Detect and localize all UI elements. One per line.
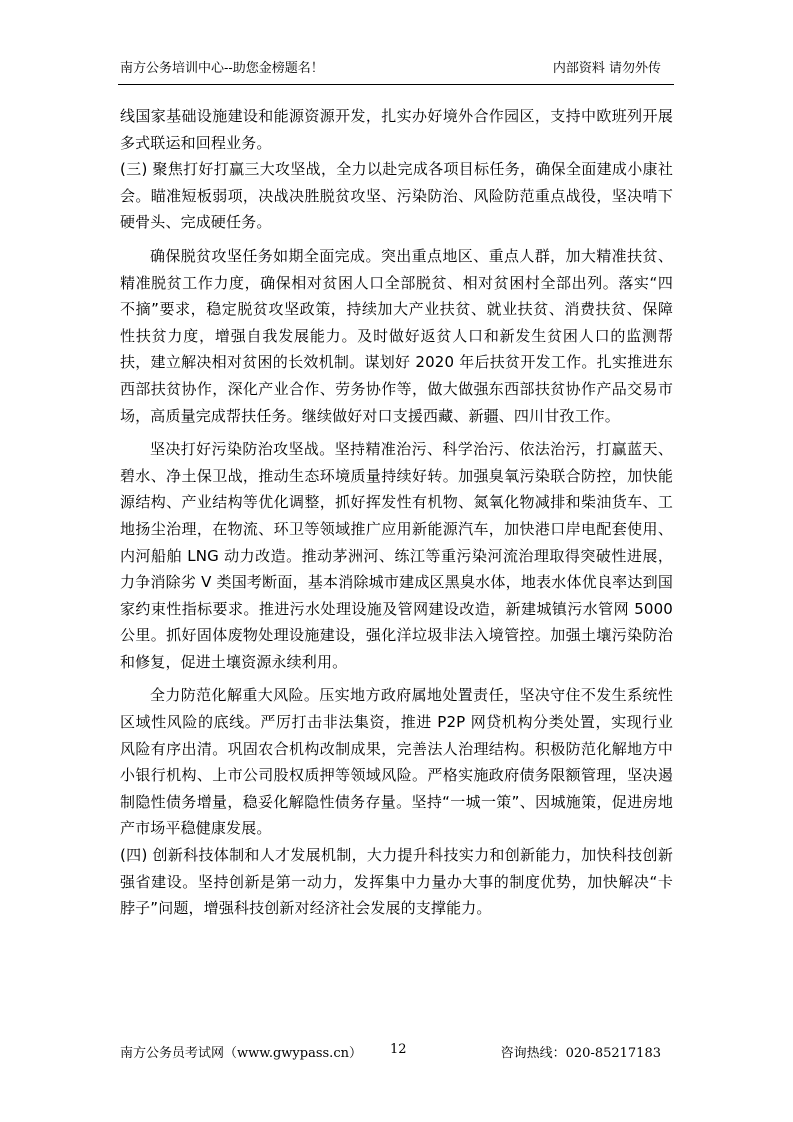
header-divider [118, 84, 674, 85]
header-left-text: 南方公务培训中心--助您金榜题名！ [120, 61, 324, 76]
paragraph-pollution: 坚决打好污染防治攻坚战。坚持精准治污、科学治污、依法治污，打赢蓝天、碧水、净土保卫战，推动生态环境质量持续好转。加强臭氧污染联合防控，加快能源结构、产业结构等优化调整，抓好挥发性有机物、氮氧化物减排和柴油货车、工地扬尘治理，在物流、环卫等领域推广应用新能源汽车，加快港口岸电配套使用、内河船舶 LNG 动力改造。推动茅洲河、练江等重污染河流治理取得突破性进展，力争消除劣 V 类国考断面，基本消除城市建成区黑臭水体，地表水体优良率达到国家约束性指标要求。推进污水处理设施及管网建设改造，新建城镇污水管网 5000 公里。抓好固体废物处理设施建设，强化洋垃圾非法入境管控。加强土壤污染防治和修复，促进土壤资源永续利用。 [120, 440, 673, 671]
page-number: 12 [390, 1042, 407, 1057]
document-body [120, 103, 673, 922]
header-right-text: 内部资料 请勿外传 [552, 61, 661, 76]
footer-hotline: 咨询热线：020-85217183 [500, 1046, 661, 1061]
section-heading-three: (三) 聚焦打好打赢三大攻坚战，全力以赴完成各项目标任务，确保全面建成小康社会。瞄准短板弱项，决战决胜脱贫攻坚、污染防治、风险防范重点战役，坚决啃下硬骨头、完成硬任务。 [120, 160, 673, 232]
paragraph-risk: 全力防范化解重大风险。压实地方政府属地处置责任，坚决守住不发生系统性区域性风险的底线。严厉打击非法集资，推进 P2P 网贷机构分类处置，实现行业风险有序出清。巩固农合机构改制成果，完善法人治理结构。积极防范化解地方中小银行机构、上市公司股权质押等领域风险。严格实施政府债务限额管理，坚决遏制隐性债务增量，稳妥化解隐性债务存量。坚持“一城一策”、因城施策，促进房地产市场平稳健康发展。 [120, 686, 673, 838]
page-footer [120, 1042, 673, 1062]
footer-website: 南方公务员考试网（www.gwypass.cn） [120, 1046, 362, 1061]
page-header [120, 57, 673, 77]
section-heading-four: (四) 创新科技体制和人才发展机制，大力提升科技实力和创新能力，加快科技创新强省建设。坚持创新是第一动力，发挥集中力量办大事的制度优势，加快解决“卡脖子”问题，增强科技创新对经济社会发展的支撑能力。 [120, 846, 673, 918]
paragraph-continuation: 线国家基础设施建设和能源资源开发，扎实办好境外合作园区，支持中欧班列开展多式联运和回程业务。 [120, 107, 673, 152]
paragraph-poverty: 确保脱贫攻坚任务如期全面完成。突出重点地区、重点人群，加大精准扶贫、精准脱贫工作力度，确保相对贫困人口全部脱贫、相对贫困村全部出列。落实“四不摘”要求，稳定脱贫攻坚政策，持续加大产业扶贫、就业扶贫、消费扶贫、保障性扶贫力度，增强自我发展能力。及时做好返贫人口和新发生贫困人口的监测帮扶，建立解决相对贫困的长效机制。谋划好 2020 年后扶贫开发工作。扎实推进东西部扶贫协作，深化产业合作、劳务协作等，做大做强东西部扶贫协作产品交易市场，高质量完成帮扶任务。继续做好对口支援西藏、新疆、四川甘孜工作。 [120, 246, 673, 425]
